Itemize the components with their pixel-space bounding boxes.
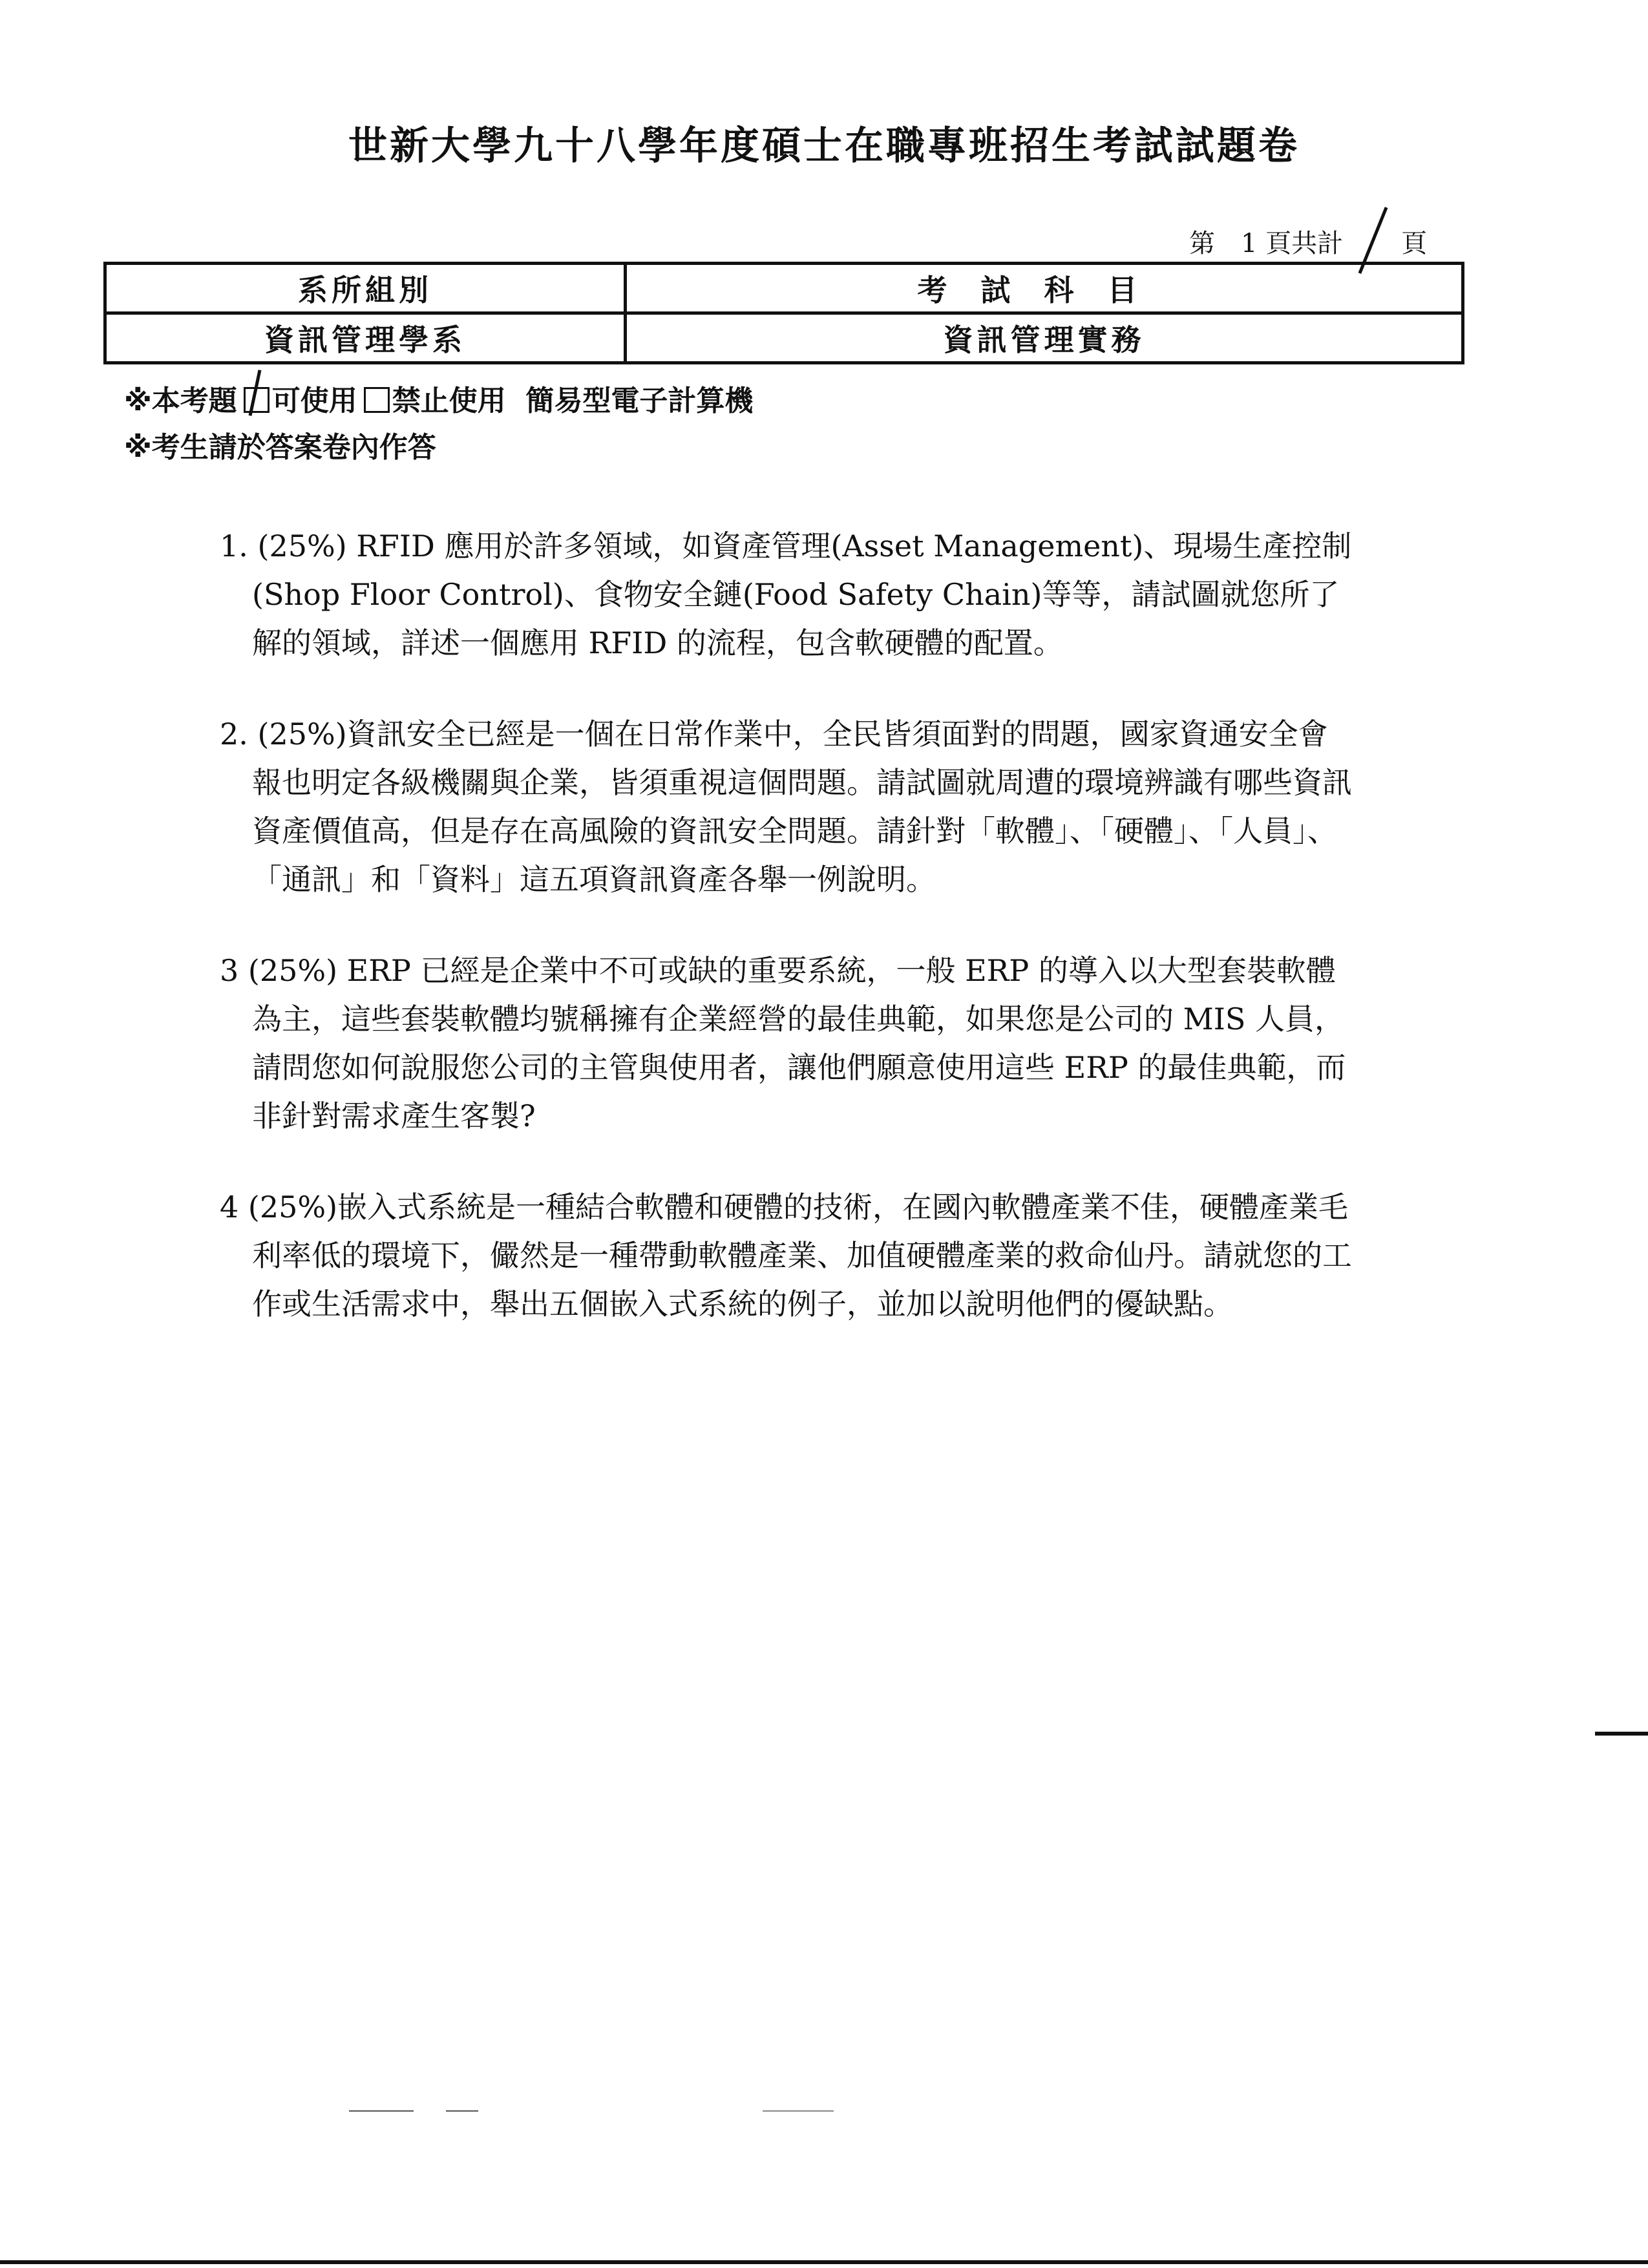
question-item bbox=[220, 522, 1357, 667]
subject-header-cell: 考試科目 bbox=[626, 264, 1463, 313]
answer-instruction: ※考生請於答案卷內作答 bbox=[124, 431, 436, 464]
question-number: 2. bbox=[220, 717, 248, 751]
question-item bbox=[220, 947, 1357, 1140]
calculator-note-suffix: 簡易型電子計算機 bbox=[525, 384, 754, 417]
forbidden-label: 禁止使用 bbox=[392, 384, 506, 417]
scan-bottom-edge bbox=[0, 2260, 1648, 2264]
scan-artifact-line bbox=[763, 2110, 834, 2112]
question-number: 4 bbox=[220, 1190, 239, 1224]
exam-header-table bbox=[103, 262, 1464, 364]
header-row bbox=[105, 264, 1463, 313]
question-text: (25%) ERP 已經是企業中不可或缺的重要系統，一般 ERP 的導入以大型套裝軟體為主，這些套裝軟體均號稱擁有企業經營的最佳典範，如果您是公司的 MIS 人員，請問您如何說服您公司的主管與使用者，讓他們願意使用這些 ERP 的最佳典範，而非針對需求產生客製? bbox=[238, 953, 1346, 1133]
question-number: 3 bbox=[220, 953, 239, 988]
scan-artifact-line bbox=[349, 2110, 414, 2112]
question-text: (25%)嵌入式系統是一種結合軟體和硬體的技術，在國內軟體產業不佳，硬體產業毛利率低的環境下，儼然是一種帶動軟體產業、加值硬體產業的救命仙丹。請就您的工作或生活需求中，舉出五個嵌入式系統的例子，並加以說明他們的優缺點。 bbox=[238, 1190, 1352, 1321]
subject-value-cell: 資訊管理實務 bbox=[626, 313, 1463, 363]
question-item bbox=[220, 1183, 1357, 1328]
allowed-label: 可使用 bbox=[271, 384, 357, 417]
value-row bbox=[105, 313, 1463, 363]
calculator-note bbox=[124, 378, 753, 425]
calculator-note-prefix: ※本考題 bbox=[124, 384, 237, 417]
page-indicator-prefix: 第 1 頁共計 bbox=[1189, 229, 1344, 258]
department-value-cell: 資訊管理學系 bbox=[105, 313, 626, 363]
scan-artifact-line bbox=[446, 2110, 478, 2112]
question-number: 1. bbox=[220, 529, 248, 563]
exam-title: 世新大學九十八學年度碩士在職專班招生考試試題卷 bbox=[348, 123, 1300, 169]
department-header-cell: 系所組別 bbox=[105, 264, 626, 313]
exam-notes bbox=[124, 378, 753, 471]
question-text: (25%) RFID 應用於許多領域，如資產管理(Asset Management)、現場生產控制(Shop Floor Control)、食物安全鏈(Food Safety Chain)等等，請試圖就您所了解的領域，詳述一個應用 RFID 的流程，包含軟硬體的配置。 bbox=[248, 529, 1352, 660]
question-list bbox=[220, 522, 1357, 1371]
page-indicator-suffix: 頁 bbox=[1401, 229, 1428, 258]
allowed-checkbox[interactable] bbox=[244, 387, 269, 413]
question-text: (25%)資訊安全已經是一個在日常作業中，全民皆須面對的問題，國家資通安全會報也明定各級機關與企業，皆須重視這個問題。請試圖就周遭的環境辨識有哪些資訊資產價值高，但是存在高風險的資訊安全問題。請針對「軟體」、「硬體」、「人員」、「通訊」和「資料」這五項資訊資產各舉一例說明。 bbox=[248, 717, 1352, 897]
question-item bbox=[220, 710, 1357, 904]
forbidden-checkbox[interactable] bbox=[364, 387, 390, 413]
scan-artifact-mark bbox=[1595, 1732, 1648, 1736]
